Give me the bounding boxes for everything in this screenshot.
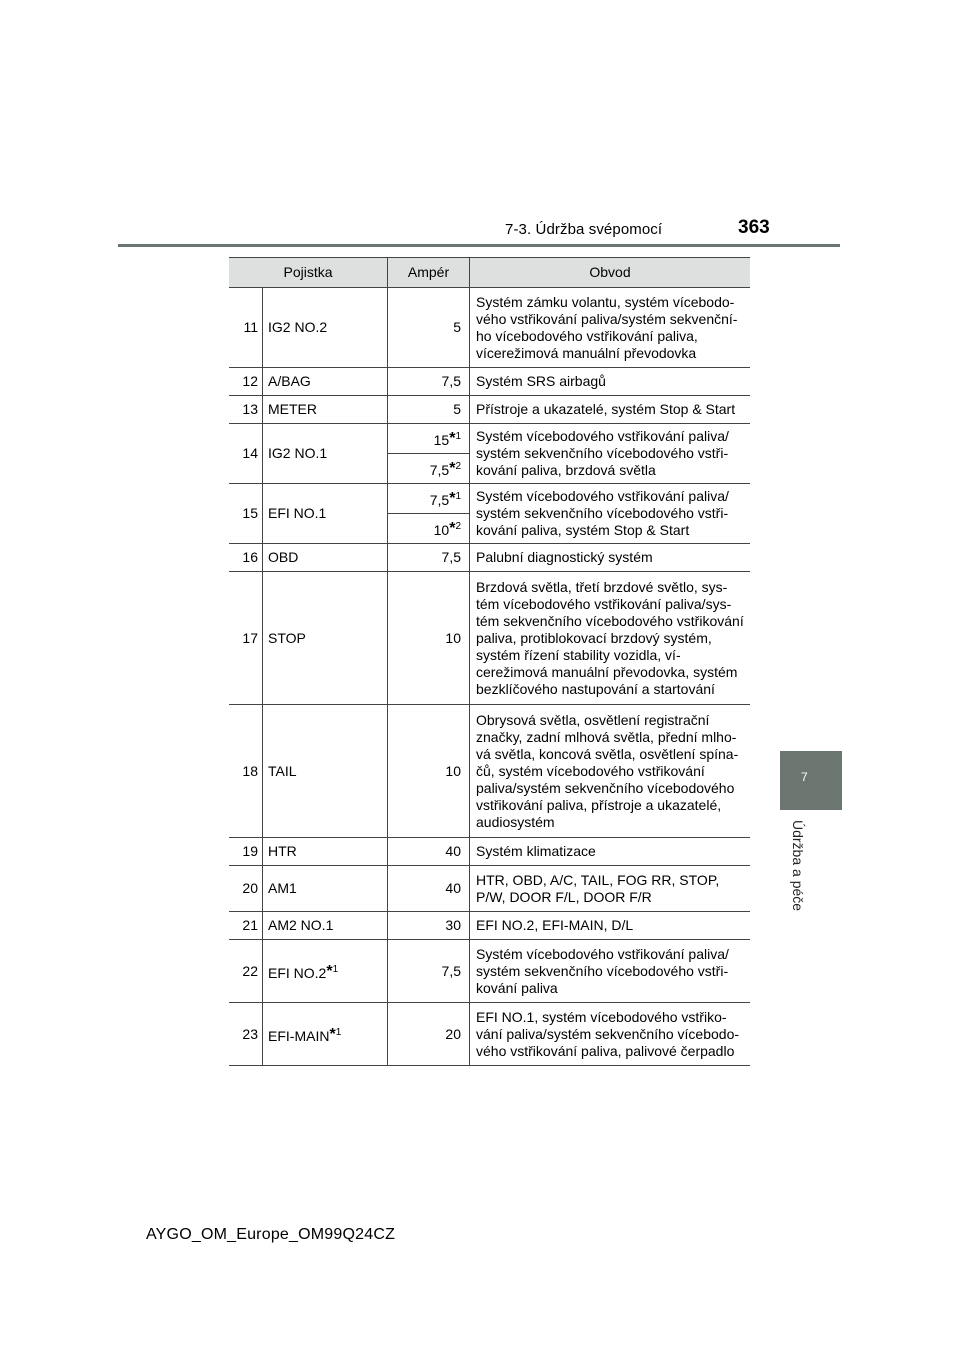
fuse-amps: 5 bbox=[388, 288, 470, 368]
fuse-amps-variant-a: 15*$^1$ bbox=[388, 424, 470, 454]
fuse-circuit: Systém zámku volantu, systém vícebodo-vého vstřikování paliva/systém sekvenční-ho vícebodového vstřikování paliva, vícerežimová manuální převodovka bbox=[470, 288, 751, 368]
fuse-amps: 7,5 bbox=[388, 368, 470, 396]
footnote-marker: * bbox=[326, 962, 333, 980]
fuse-number: 19 bbox=[229, 838, 263, 866]
footnote-ref: 1 bbox=[455, 491, 461, 502]
fuse-name: EFI NO.1 bbox=[263, 484, 388, 544]
footnote-marker: * bbox=[329, 1025, 336, 1043]
fuse-amps: 40 bbox=[388, 838, 470, 866]
fuse-name: IG2 NO.1 bbox=[263, 424, 388, 484]
table-row bbox=[229, 838, 750, 866]
table-row bbox=[229, 940, 750, 1003]
footnote-ref: 1 bbox=[455, 431, 461, 442]
footnote-ref: 2 bbox=[455, 521, 461, 532]
fuse-name: STOP bbox=[263, 572, 388, 705]
fuse-name: TAIL bbox=[263, 705, 388, 838]
column-header-amps: Ampér bbox=[388, 258, 470, 288]
column-header-fuse: Pojistka bbox=[229, 258, 388, 288]
fuse-name: AM1 bbox=[263, 866, 388, 912]
table-header-row bbox=[229, 258, 750, 288]
fuse-amps-variant-b: 10*$^2$ bbox=[388, 514, 470, 544]
fuse-circuit: Palubní diagnostický systém bbox=[470, 544, 751, 572]
fuse-amps: 30 bbox=[388, 912, 470, 940]
chapter-number: 7 bbox=[801, 770, 808, 784]
fuse-name: EFI-MAIN*$^1$ bbox=[263, 1003, 388, 1066]
fuse-amps: 40 bbox=[388, 866, 470, 912]
fuse-circuit: Brzdová světla, třetí brzdové světlo, sys-tém vícebodového vstřikování paliva/sys-tém sekvenčního vícebodového vstřikování paliva, protiblokovací brzdový systém, systém řízení stability vozidla, ví-cerežimová manuální převodovka, systém bezklíčového nastupování a startování bbox=[470, 572, 751, 705]
fuse-circuit: EFI NO.1, systém vícebodového vstřiko-vání paliva/systém sekvenčního vícebodo-vého vstřikování paliva, palivové čerpadlo bbox=[470, 1003, 751, 1066]
column-header-circuit: Obvod bbox=[470, 258, 751, 288]
fuse-number: 20 bbox=[229, 866, 263, 912]
fuse-circuit: Systém vícebodového vstřikování paliva/ systém sekvenčního vícebodového vstři-kování paliva bbox=[470, 940, 751, 1003]
fuse-number: 14 bbox=[229, 424, 263, 484]
document-id: AYGO_OM_Europe_OM99Q24CZ bbox=[146, 1226, 396, 1243]
fuse-name: A/BAG bbox=[263, 368, 388, 396]
table-row bbox=[229, 424, 750, 454]
fuse-name: HTR bbox=[263, 838, 388, 866]
fuse-amps: 7,5 bbox=[388, 940, 470, 1003]
fuse-name: EFI NO.2*$^1$ bbox=[263, 940, 388, 1003]
fuse-circuit: Systém vícebodového vstřikování paliva/ systém sekvenčního vícebodového vstři-kování paliva, systém Stop & Start bbox=[470, 484, 751, 544]
table-row bbox=[229, 368, 750, 396]
fuse-amps: 20 bbox=[388, 1003, 470, 1066]
fuse-circuit: Systém klimatizace bbox=[470, 838, 751, 866]
fuse-number: 17 bbox=[229, 572, 263, 705]
table-row bbox=[229, 396, 750, 424]
fuse-number: 16 bbox=[229, 544, 263, 572]
table-row bbox=[229, 705, 750, 838]
table-row bbox=[229, 912, 750, 940]
footnote-marker: * bbox=[449, 520, 456, 537]
fuse-amps-variant-b: 7,5*$^2$ bbox=[388, 454, 470, 484]
footnote-ref: 1 bbox=[332, 963, 339, 975]
fuse-amps: 7,5 bbox=[388, 544, 470, 572]
table-row bbox=[229, 288, 750, 368]
fuse-circuit: Přístroje a ukazatelé, systém Stop & Start bbox=[470, 396, 751, 424]
footnote-marker: * bbox=[449, 430, 456, 447]
table-row bbox=[229, 1003, 750, 1066]
page-number: 363 bbox=[738, 217, 770, 238]
table-row bbox=[229, 572, 750, 705]
fuse-amps: 5 bbox=[388, 396, 470, 424]
table-row bbox=[229, 484, 750, 514]
footnote-ref: 1 bbox=[335, 1026, 342, 1038]
footnote-marker: * bbox=[449, 460, 456, 477]
fuse-number: 13 bbox=[229, 396, 263, 424]
fuse-circuit: EFI NO.2, EFI-MAIN, D/L bbox=[470, 912, 751, 940]
fuse-number: 12 bbox=[229, 368, 263, 396]
fuse-circuit: Obrysová světla, osvětlení registrační značky, zadní mlhová světla, přední mlho-vá světla, koncová světla, osvětlení spína-čů, systém vícebodového vstřikování paliva/systém sekvenčního vícebodového vstřikování paliva, přístroje a ukazatelé, audiosystém bbox=[470, 705, 751, 838]
fuse-number: 18 bbox=[229, 705, 263, 838]
fuse-amps: 10 bbox=[388, 572, 470, 705]
fuse-circuit: Systém SRS airbagů bbox=[470, 368, 751, 396]
table-row bbox=[229, 544, 750, 572]
fuse-circuit: Systém vícebodového vstřikování paliva/ systém sekvenčního vícebodového vstři-kování paliva, brzdová světla bbox=[470, 424, 751, 484]
fuse-circuit: HTR, OBD, A/C, TAIL, FOG RR, STOP, P/W, DOOR F/L, DOOR F/R bbox=[470, 866, 751, 912]
fuse-name: AM2 NO.1 bbox=[263, 912, 388, 940]
chapter-tab bbox=[780, 751, 842, 810]
fuse-number: 23 bbox=[229, 1003, 263, 1066]
footnote-ref: 2 bbox=[455, 461, 461, 472]
fuse-number: 21 bbox=[229, 912, 263, 940]
fuse-name: OBD bbox=[263, 544, 388, 572]
fuse-name: METER bbox=[263, 396, 388, 424]
fuse-amps: 10 bbox=[388, 705, 470, 838]
fuse-table bbox=[229, 257, 750, 1066]
fuse-number: 11 bbox=[229, 288, 263, 368]
table-row bbox=[229, 866, 750, 912]
section-title: 7-3. Údržba svépomocí bbox=[505, 221, 663, 238]
header-divider bbox=[118, 244, 840, 247]
fuse-amps-variant-a: 7,5*$^1$ bbox=[388, 484, 470, 514]
fuse-number: 22 bbox=[229, 940, 263, 1003]
fuse-name: IG2 NO.2 bbox=[263, 288, 388, 368]
chapter-label: Údržba a péče bbox=[790, 820, 806, 912]
footnote-marker: * bbox=[449, 490, 456, 507]
fuse-number: 15 bbox=[229, 484, 263, 544]
